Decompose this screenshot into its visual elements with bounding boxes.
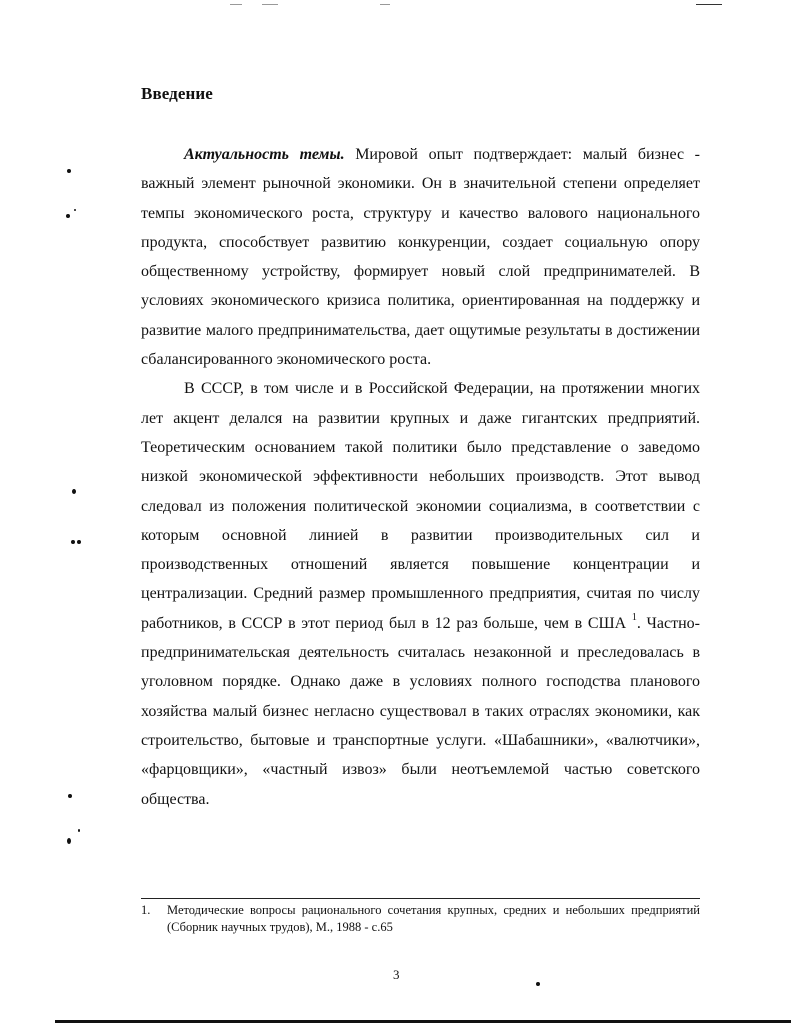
scan-speck — [67, 169, 71, 173]
footnote-number: 1. — [141, 903, 151, 917]
paragraph-text: Мировой опыт подтверждает: малый бизнес - важный элемент рыночной экономики. Он в значительной степени определяет темпы экономического роста, структуру и качество валового национального продукта, способствует развитию конкуренции, создает социальную опору общественному устройству, формирует новый слой предпринимателей. В условиях экономического кризиса политика, ориентированная на поддержку и развитие малого предпринимательства, дает ощутимые результаты в достижении сбалансированного экономического роста. — [141, 146, 701, 369]
scan-speck — [536, 982, 540, 986]
footnote-reference[interactable]: 1 — [631, 611, 637, 623]
paragraph-relevance — [141, 140, 700, 374]
scan-mark — [380, 4, 390, 5]
scan-mark — [230, 4, 242, 5]
scan-speck — [68, 794, 72, 798]
scan-speck — [77, 540, 81, 544]
scan-speck — [71, 540, 75, 544]
paragraph-text: В СССР, в том числе и в Российской Федерации, на протяжении многих лет акцент делался на развитии крупных и даже гигантских предприятий. Теоретическим основанием такой политики было представление о заведомо низкой экономической эффективности небольших производств. Этот вывод следовал из положения политической экономии социализма, в соответствии с которым основной линией в развитии производительных сил и производственных отношений является повышение концентрации и централизации. Средний размер промышленного предприятия, считая по числу работников, в СССР в этот период был в 12 раз больше, чем в США — [141, 380, 700, 632]
footnote-text: Методические вопросы рационального сочетания крупных, средних и небольших предприятий (Сборник научных трудов), М., 1988 - с.65 — [167, 903, 700, 934]
main-text — [141, 140, 700, 814]
footnote-separator — [141, 898, 700, 899]
paragraph-ussr — [141, 374, 700, 813]
section-heading: Введение — [141, 84, 213, 103]
paragraph-lead: Актуальность темы. — [184, 146, 345, 163]
scan-speck — [72, 489, 76, 494]
scan-mark — [696, 4, 722, 5]
scan-mark — [262, 4, 278, 5]
scan-speck — [67, 838, 71, 844]
scan-speck — [74, 209, 76, 211]
footnote — [141, 902, 700, 936]
paragraph-text: . Частно-предпринимательская деятельность считалась незаконной и преследовалась в уголовном порядке. Однако даже в условиях полного господства планового хозяйства малый бизнес негласно существовал в таких отраслях экономики, как строительство, бытовые и транспортные услуги. «Шабашники», «валютчики», «фарцовщики», «частный извоз» были неотъемлемой частью советского общества. — [141, 614, 701, 808]
scan-speck — [66, 214, 70, 218]
page-number: 3 — [393, 967, 400, 982]
scan-speck — [78, 829, 80, 832]
